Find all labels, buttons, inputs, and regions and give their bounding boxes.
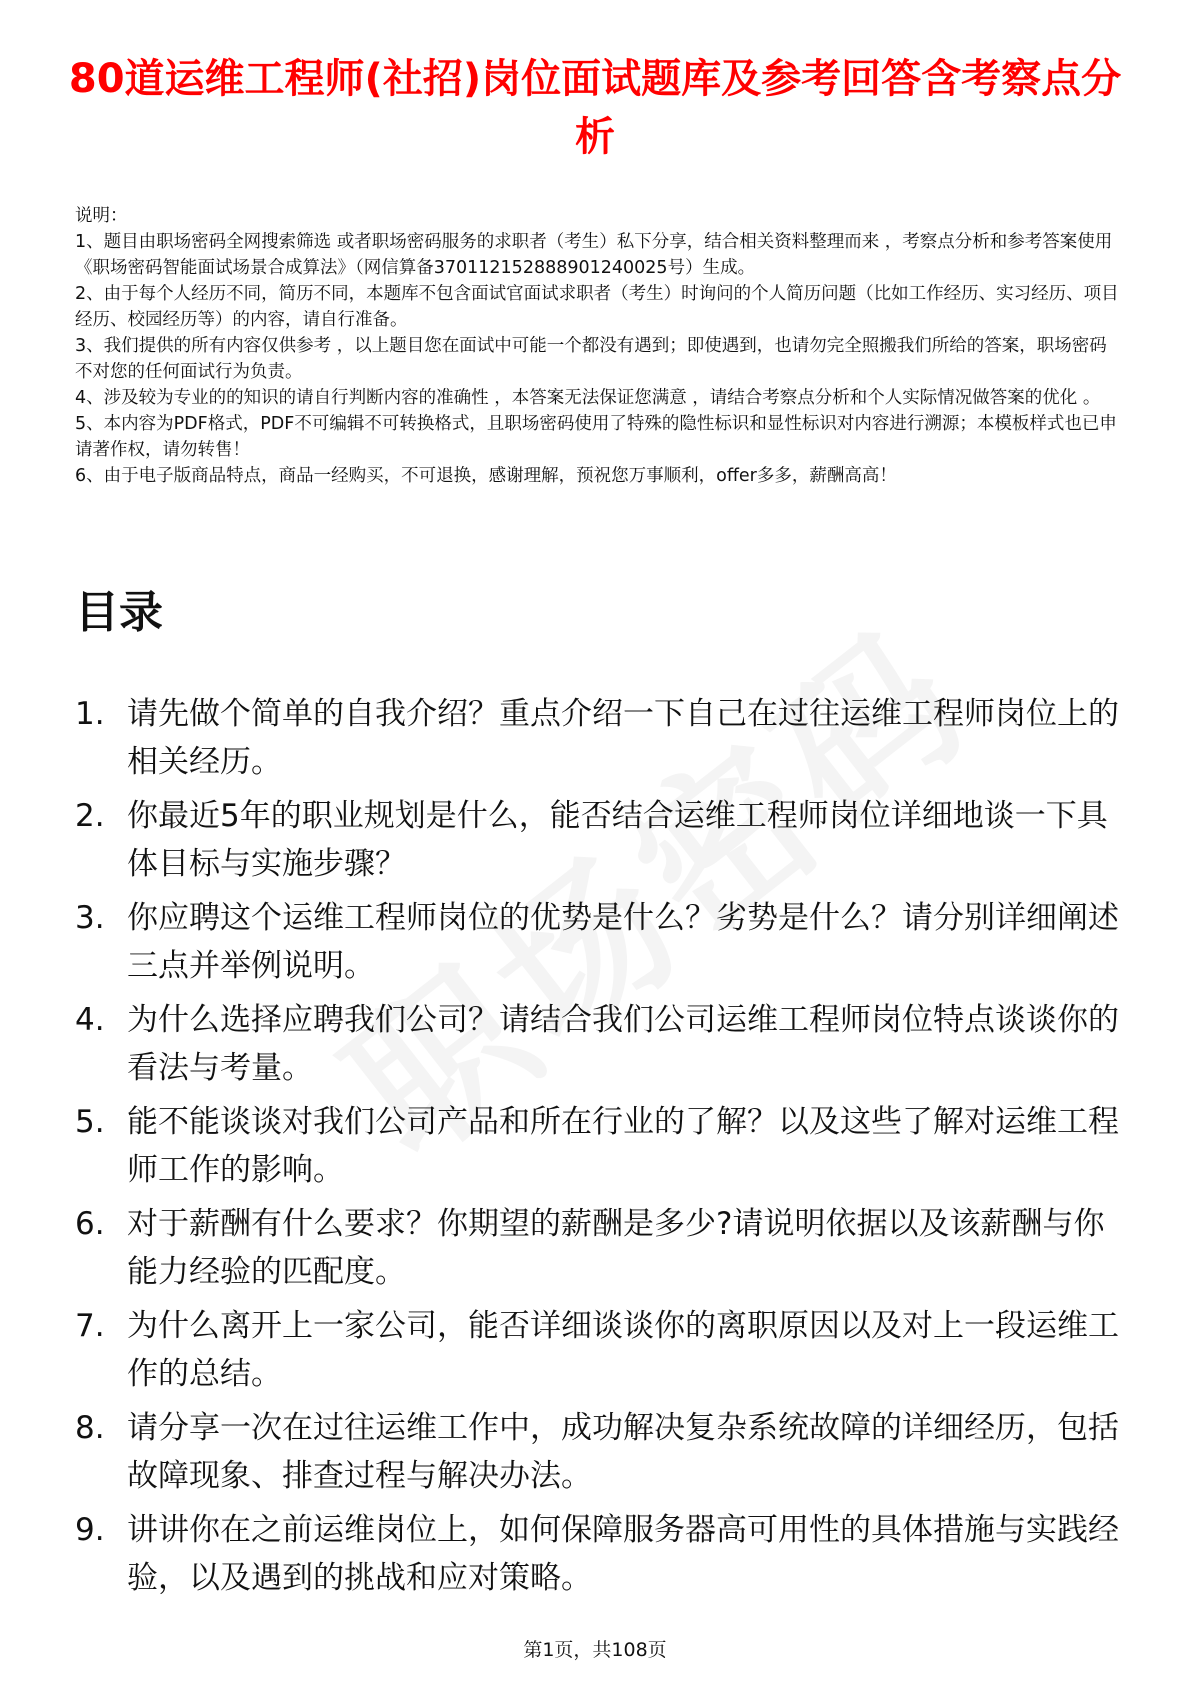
note-item: 3、我们提供的所有内容仅供参考 ，以上题目您在面试中可能一个都没有遇到；即使遇到，也请勿完全照搬我们所给的答案，职场密码不对您的任何面试行为负责。: [75, 336, 1107, 382]
toc-item[interactable]: [75, 1506, 1135, 1602]
toc-item-text: 请先做个简单的自我介绍？重点介绍一下自己在过往运维工程师岗位上的相关经历。: [127, 696, 1119, 780]
toc-item-text: 为什么离开上一家公司，能否详细谈谈你的离职原因以及对上一段运维工作的总结。: [127, 1308, 1119, 1392]
note-item: 5、本内容为PDF格式，PDF不可编辑不可转换格式，且职场密码使用了特殊的隐性标识和显性标识对内容进行溯源；本模板样式也已申请著作权，请勿转售！: [75, 414, 1117, 460]
toc-item-text: 为什么选择应聘我们公司？请结合我们公司运维工程师岗位特点谈谈你的看法与考量。: [127, 1002, 1119, 1086]
toc-item-text: 你应聘这个运维工程师岗位的优势是什么？劣势是什么？请分别详细阐述三点并举例说明。: [127, 900, 1119, 984]
page-footer: 第1页，共108页: [523, 1639, 667, 1661]
toc-item[interactable]: [75, 996, 1135, 1092]
toc-item-text: 讲讲你在之前运维岗位上，如何保障服务器高可用性的具体措施与实践经验，以及遇到的挑战和应对策略。: [127, 1512, 1119, 1596]
toc-item-number: 1.: [75, 696, 105, 732]
toc-heading: 目录: [75, 587, 163, 638]
toc-item-text: 能不能谈谈对我们公司产品和所在行业的了解？以及这些了解对运维工程师工作的影响。: [127, 1104, 1119, 1188]
toc-item-number: 9.: [75, 1512, 105, 1548]
toc-item[interactable]: [75, 792, 1135, 888]
toc-item[interactable]: [75, 1098, 1135, 1194]
toc-item-number: 7.: [75, 1308, 105, 1344]
toc-item[interactable]: [75, 1404, 1135, 1500]
toc-item-text: 对于薪酬有什么要求？你期望的薪酬是多少?请说明依据以及该薪酬与你能力经验的匹配度。: [127, 1206, 1105, 1290]
toc-item-number: 8.: [75, 1410, 105, 1446]
toc-item-number: 2.: [75, 798, 105, 834]
toc-item[interactable]: [75, 1302, 1135, 1398]
page-title: 80道运维工程师(社招)岗位面试题库及参考回答含考察点分析: [68, 56, 1122, 160]
notes-block: [75, 203, 1120, 489]
toc-item-number: 5.: [75, 1104, 105, 1140]
toc-item[interactable]: [75, 1200, 1135, 1296]
toc-item-text: 你最近5年的职业规划是什么，能否结合运维工程师岗位详细地谈一下具体目标与实施步骤？: [127, 798, 1108, 882]
toc-list: [75, 690, 1135, 1608]
note-item: 1、题目由职场密码全网搜索筛选 或者职场密码服务的求职者（考生）私下分享，结合相关资料整理而来 ，考察点分析和参考答案使用《职场密码智能面试场景合成算法》（网信算备370112152888901240025号）生成。: [75, 232, 1113, 278]
notes-heading: 说明：: [75, 206, 128, 226]
toc-item-number: 3.: [75, 900, 105, 936]
toc-item[interactable]: [75, 894, 1135, 990]
note-item: 6、由于电子版商品特点，商品一经购买，不可退换，感谢理解，预祝您万事顺利，offer多多，薪酬高高！: [75, 466, 897, 486]
toc-item-number: 6.: [75, 1206, 105, 1242]
toc-item[interactable]: [75, 690, 1135, 786]
note-item: 4、涉及较为专业的的知识的请自行判断内容的准确性 ，本答案无法保证您满意 ，请结合考察点分析和个人实际情况做答案的优化 。: [75, 388, 1101, 408]
toc-item-number: 4.: [75, 1002, 105, 1038]
note-item: 2、由于每个人经历不同，简历不同，本题库不包含面试官面试求职者（考生）时询问的个人简历问题（比如工作经历、实习经历、项目经历、校园经历等）的内容，请自行准备。: [75, 284, 1119, 330]
toc-item-text: 请分享一次在过往运维工作中，成功解决复杂系统故障的详细经历，包括故障现象、排查过程与解决办法。: [127, 1410, 1119, 1494]
